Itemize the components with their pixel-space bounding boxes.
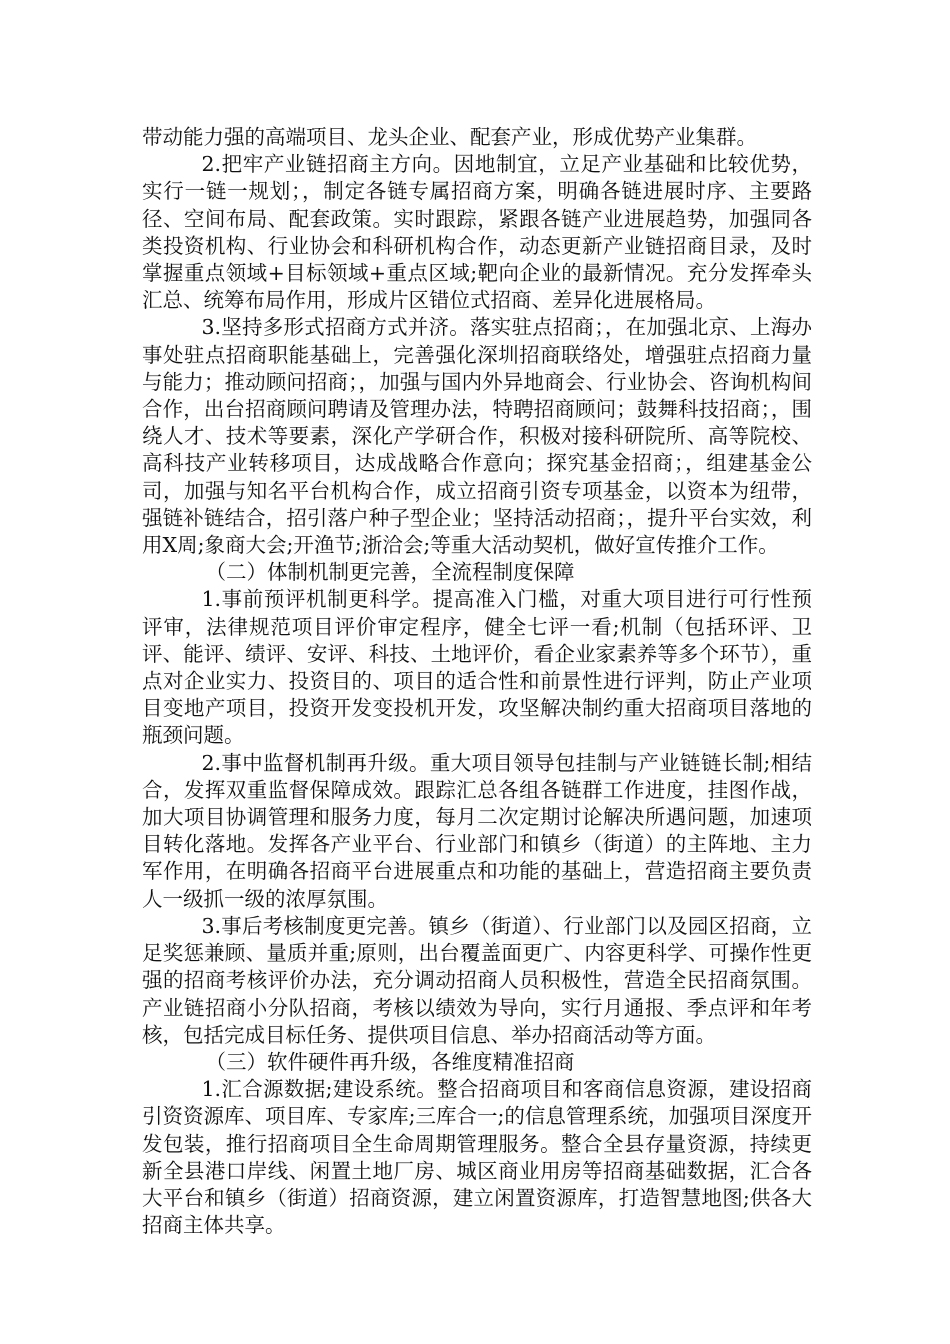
section-heading-software-hardware: （三）软件硬件再升级，各维度精准招商	[205, 1049, 575, 1074]
paragraph-supervision: 2.事中监督机制再升级。重大项目领导包挂制与产业链链长制;相结合，发挥双重监督保障成效。跟踪汇总各组各链群工作进度，挂图作战，加大项目协调管理和服务力度，每月二次定期讨论解决所遇问题，加速项目转化落地。发挥各产业平台、行业部门和镇乡（街道）的主阵地、主力军作用，在明确各招商平台进展重点和功能的基础上，营造招商主要负责人一级抓一级的浓厚氛围。	[142, 750, 812, 911]
paragraph-data-system: 1.汇合源数据;建设系统。整合招商项目和客商信息资源，建设招商引资资源库、项目库、专家库;三库合一;的信息管理系统，加强项目深度开发包装，推行招商项目全生命周期管理服务。整合全县存量资源，持续更新全县港口岸线、闲置土地厂房、城区商业用房等招商基础数据，汇合各大平台和镇乡（街道）招商资源，建立闲置资源库，打造智慧地图;供各大招商主体共享。	[142, 1077, 812, 1238]
document-body	[142, 124, 812, 1239]
section-heading-system-mechanism: （二）体制机制更完善，全流程制度保障	[205, 560, 575, 585]
paragraph-pre-evaluation: 1.事前预评机制更科学。提高准入门槛，对重大项目进行可行性预评审，法律规范项目评价审定程序，健全七评一看;机制（包括环评、卫评、能评、绩评、安评、科技、土地评价，看企业家素养等多个环节），重点对企业实力、投资目的、项目的适合性和前景性进行评判，防止产业项目变地产项目，投资开发变投机开发，攻坚解决制约重大招商项目落地的瓶颈问题。	[142, 587, 812, 748]
paragraph-industry-chain: 2.把牢产业链招商主方向。因地制宜，立足产业基础和比较优势，实行一链一规划；，制定各链专属招商方案，明确各链进展时序、主要路径、空间布局、配套政策。实时跟踪，紧跟各链产业进展趋势，加强同各类投资机构、行业协会和科研机构合作，动态更新产业链招商目录，及时掌握重点领域+目标领域+重点区域;靶向企业的最新情况。充分发挥牵头汇总、统筹布局作用，形成片区错位式招商、差异化进展格局。	[142, 152, 812, 313]
paragraph-industry-cluster: 带动能力强的高端项目、龙头企业、配套产业，形成优势产业集群。	[142, 125, 757, 149]
paragraph-assessment: 3.事后考核制度更完善。镇乡（街道）、行业部门以及园区招商，立足奖惩兼顾、量质并重;原则，出台覆盖面更广、内容更科学、可操作性更强的招商考核评价办法，充分调动招商人员积极性，营造全民招商氛围。产业链招商小分队招商，考核以绩效为导向，实行月通报、季点评和年考核，包括完成目标任务、提供项目信息、举办招商活动等方面。	[142, 913, 812, 1047]
paragraph-multi-form-investment: 3.坚持多形式招商方式并济。落实驻点招商；，在加强北京、上海办事处驻点招商职能基础上，完善强化深圳招商联络处，增强驻点招商力量与能力；推动顾问招商；，加强与国内外异地商会、行业协会、咨询机构间合作，出台招商顾问聘请及管理办法，特聘招商顾问；鼓舞科技招商；，围绕人才、技术等要素，深化产学研合作，积极对接科研院所、高等院校、高科技产业转移项目，达成战略合作意向；探究基金招商；，组建基金公司，加强与知名平台机构合作，成立招商引资专项基金，以资本为纽带，强链补链结合，招引落户种子型企业；坚持活动招商；，提升平台实效，利用X周;象商大会;开渔节;浙洽会;等重大活动契机，做好宣传推介工作。	[142, 315, 812, 558]
